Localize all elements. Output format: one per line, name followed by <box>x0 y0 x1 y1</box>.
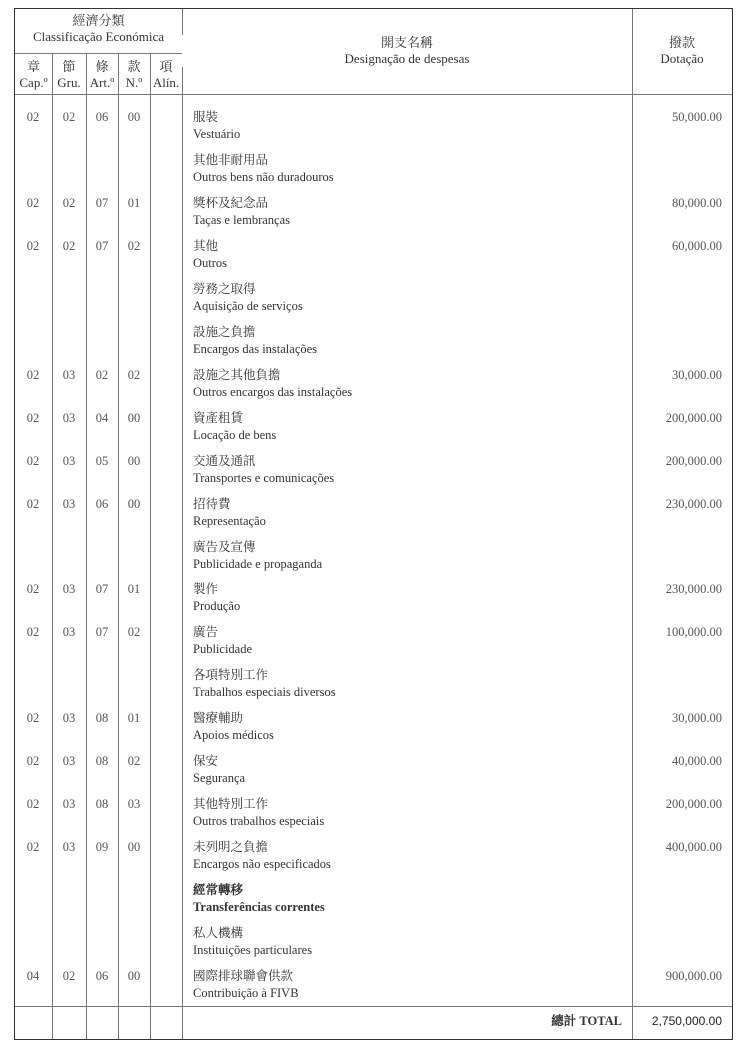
col-zh: 章 <box>26 59 40 74</box>
code-n: 00 <box>127 453 141 468</box>
designation <box>193 238 227 272</box>
code-n: 01 <box>127 582 141 597</box>
table-row <box>15 882 732 925</box>
code-n: 00 <box>127 840 141 855</box>
classification-header <box>15 13 182 45</box>
designation <box>193 839 331 873</box>
dotacao-pt: Dotação <box>660 51 704 66</box>
code-art: 06 <box>95 496 109 511</box>
code-art: 08 <box>95 754 109 769</box>
col-zh: 項 <box>159 59 173 74</box>
table-row <box>15 324 732 367</box>
classification-pt: Classificação Económica <box>32 29 165 44</box>
designation-pt: Outros bens não duradouros <box>193 169 334 184</box>
total-label: 總計 TOTAL <box>551 1014 622 1028</box>
amount: 30,000.00 <box>672 711 722 726</box>
designation <box>193 968 299 1002</box>
col-pt: N.º <box>125 75 143 90</box>
designation-pt: Transferências correntes <box>193 900 325 915</box>
col-zh: 款 <box>127 59 141 74</box>
col-n <box>118 59 150 91</box>
dotacao-zh: 撥款 <box>668 35 695 50</box>
designation-pt: Instituições particulares <box>193 943 313 958</box>
designation <box>193 367 352 401</box>
code-cap: 02 <box>26 797 40 812</box>
amount: 200,000.00 <box>665 453 722 468</box>
code-cap: 02 <box>26 110 40 124</box>
designation-zh: 招待費 <box>193 496 231 511</box>
col-pt: Cap.º <box>19 75 48 90</box>
designation-zh: 服裝 <box>193 110 219 124</box>
table-row <box>15 839 732 882</box>
amount: 60,000.00 <box>672 238 722 253</box>
code-gru: 02 <box>62 195 76 210</box>
designation <box>193 667 336 701</box>
total-row <box>15 1013 732 1056</box>
table-row <box>15 667 732 710</box>
designation-pt: Apoios médicos <box>193 728 274 743</box>
table-row <box>15 453 732 496</box>
designation-zh: 各項特別工作 <box>193 668 269 683</box>
col-pt: Alín. <box>152 75 180 90</box>
code-cap: 02 <box>26 238 40 253</box>
amount: 200,000.00 <box>665 410 722 425</box>
designation-zh: 醫療輔助 <box>193 711 244 726</box>
code-gru: 02 <box>62 238 76 253</box>
code-art: 04 <box>95 410 109 425</box>
designation-pt: Publicidade <box>193 642 253 657</box>
table-row <box>15 367 732 410</box>
amount: 200,000.00 <box>665 797 722 812</box>
designation-zh: 廣告及宣傳 <box>193 539 256 554</box>
code-gru: 02 <box>62 969 76 983</box>
code-art: 05 <box>95 453 109 468</box>
table-row <box>15 109 732 152</box>
designation <box>193 410 276 444</box>
code-art: 07 <box>95 238 109 253</box>
designation-zh: 未列明之負擔 <box>193 840 269 855</box>
designation-zh: 勞務之取得 <box>193 281 256 296</box>
designation <box>193 324 317 358</box>
code-art: 09 <box>95 840 109 855</box>
amount: 40,000.00 <box>672 754 722 769</box>
designation-pt: Trabalhos especiais diversos <box>193 685 336 700</box>
col-alin <box>150 59 182 91</box>
table-row <box>15 624 732 667</box>
designation-zh: 保安 <box>193 754 219 769</box>
designation-zh: 開支名稱 <box>380 35 433 50</box>
designation <box>193 796 324 830</box>
table-row <box>15 968 732 1011</box>
code-gru: 03 <box>62 797 76 812</box>
code-n: 01 <box>127 195 141 210</box>
designation <box>193 753 245 787</box>
code-cap: 02 <box>26 367 40 382</box>
col-zh: 條 <box>95 59 109 74</box>
code-cap: 02 <box>26 711 40 726</box>
designation-pt: Transportes e comunicações <box>193 470 335 485</box>
col-pt: Art.º <box>89 75 115 90</box>
code-art: 02 <box>95 367 109 382</box>
designation-pt: Locação de bens <box>193 427 277 442</box>
table-row <box>15 281 732 324</box>
table-row <box>15 925 732 968</box>
designation-pt: Outros <box>193 255 228 270</box>
code-art: 06 <box>95 969 109 983</box>
table-row <box>15 710 732 753</box>
designation-zh: 交通及通訊 <box>193 453 256 468</box>
amount: 50,000.00 <box>672 110 722 124</box>
designation <box>193 152 334 186</box>
designation <box>193 581 240 615</box>
designation-pt: Outros trabalhos especiais <box>193 814 325 829</box>
designation-pt: Contribuição à FIVB <box>193 986 299 1000</box>
amount: 900,000.00 <box>665 969 722 983</box>
code-n: 00 <box>127 969 141 983</box>
amount: 230,000.00 <box>665 582 722 597</box>
table-row <box>15 152 732 195</box>
designation-pt: Vestuário <box>193 127 241 141</box>
designation <box>193 281 303 315</box>
designation <box>193 624 252 658</box>
designation <box>193 539 322 573</box>
designation-zh: 設施之其他負擔 <box>193 367 281 382</box>
designation <box>193 710 274 744</box>
code-n: 00 <box>127 110 141 124</box>
code-art: 07 <box>95 582 109 597</box>
designation-pt: Outros encargos das instalações <box>193 384 353 399</box>
designation-pt: Aquisição de serviços <box>193 298 303 313</box>
amount: 230,000.00 <box>665 496 722 511</box>
code-gru: 03 <box>62 410 76 425</box>
table-row <box>15 195 732 238</box>
code-n: 01 <box>127 711 141 726</box>
code-gru: 03 <box>62 840 76 855</box>
designation-zh: 設施之負擔 <box>193 324 256 339</box>
code-cap: 02 <box>26 754 40 769</box>
designation-zh: 其他 <box>193 238 219 253</box>
code-cap: 02 <box>26 582 40 597</box>
designation-zh: 獎杯及紀念品 <box>193 195 269 210</box>
designation-zh: 經常轉移 <box>193 883 244 898</box>
header-divider <box>15 94 732 95</box>
designation-zh: 其他特別工作 <box>193 797 269 812</box>
table-row <box>15 753 732 796</box>
designation <box>193 925 312 959</box>
budget-table <box>14 8 733 1040</box>
code-cap: 02 <box>26 195 40 210</box>
code-art: 08 <box>95 797 109 812</box>
code-gru: 03 <box>62 496 76 511</box>
code-gru: 03 <box>62 367 76 382</box>
amount: 400,000.00 <box>665 840 722 855</box>
col-pt: Gru. <box>57 75 81 90</box>
table-row <box>15 410 732 453</box>
code-n: 02 <box>127 754 141 769</box>
table-row <box>15 496 732 539</box>
code-cap: 04 <box>26 969 40 983</box>
designation-pt: Designação de despesas <box>344 51 470 66</box>
designation-pt: Encargos das instalações <box>193 341 318 356</box>
designation-pt: Representação <box>193 513 266 528</box>
code-gru: 03 <box>62 625 76 640</box>
designation-zh: 其他非耐用品 <box>193 152 269 167</box>
designation-zh: 資產租賃 <box>193 410 244 425</box>
designation-zh: 國際排球聯會供款 <box>193 969 294 983</box>
designation <box>193 453 334 487</box>
amount: 100,000.00 <box>665 625 722 640</box>
designation-zh: 廣告 <box>193 625 219 640</box>
designation-pt: Segurança <box>193 771 246 786</box>
code-cap: 02 <box>26 840 40 855</box>
code-art: 08 <box>95 711 109 726</box>
code-n: 02 <box>127 367 141 382</box>
amount: 80,000.00 <box>672 195 722 210</box>
col-cap <box>15 59 52 91</box>
code-art: 07 <box>95 195 109 210</box>
col-gru <box>52 59 86 91</box>
col-art <box>86 59 118 91</box>
table-row <box>15 581 732 624</box>
col-zh: 節 <box>62 59 76 74</box>
code-gru: 03 <box>62 453 76 468</box>
code-n: 02 <box>127 625 141 640</box>
designation-pt: Produção <box>193 599 241 614</box>
dotacao-header <box>632 35 732 67</box>
code-gru: 02 <box>62 110 76 124</box>
designation-zh: 製作 <box>193 582 219 597</box>
classification-zh: 經濟分類 <box>72 13 125 28</box>
amount: 30,000.00 <box>672 367 722 382</box>
code-gru: 03 <box>62 582 76 597</box>
designation <box>193 882 325 916</box>
code-cap: 02 <box>26 453 40 468</box>
designation <box>193 109 240 143</box>
code-gru: 03 <box>62 711 76 726</box>
designation-header <box>182 35 632 67</box>
table-row <box>15 796 732 839</box>
designation-zh: 私人機構 <box>193 926 244 941</box>
designation-pt: Taças e lembranças <box>193 212 290 227</box>
code-n: 02 <box>127 238 141 253</box>
code-art: 07 <box>95 625 109 640</box>
code-cap: 02 <box>26 625 40 640</box>
designation <box>193 195 290 229</box>
designation-pt: Publicidade e propaganda <box>193 556 323 571</box>
designation-pt: Encargos não especificados <box>193 857 331 872</box>
table-row <box>15 238 732 281</box>
total-amount: 2,750,000.00 <box>651 1014 722 1028</box>
code-cap: 02 <box>26 496 40 511</box>
code-n: 03 <box>127 797 141 812</box>
code-cap: 02 <box>26 410 40 425</box>
code-n: 00 <box>127 410 141 425</box>
code-n: 00 <box>127 496 141 511</box>
table-row <box>15 539 732 582</box>
designation <box>193 496 266 530</box>
code-gru: 03 <box>62 754 76 769</box>
code-art: 06 <box>95 110 109 124</box>
